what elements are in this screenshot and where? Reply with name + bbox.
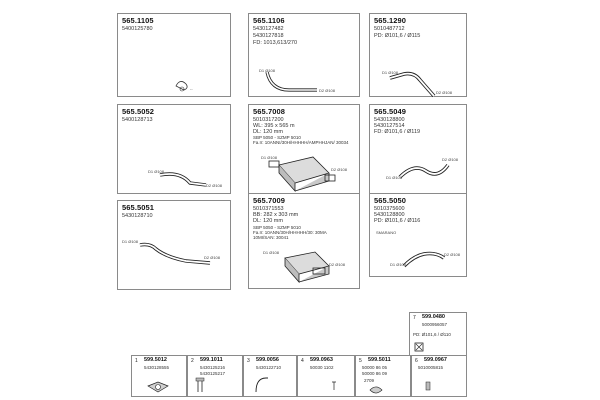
hanger-drawing — [244, 356, 298, 398]
part-label: D1 Ø108 — [148, 169, 165, 174]
part-spec: FD: Ø101,6 / Ø119 — [374, 129, 421, 135]
accessory-number: 599.0056 — [256, 357, 279, 363]
part-spec: BB: 282 x 303 mm — [253, 212, 299, 218]
part-number: 565.5052 — [122, 107, 155, 116]
pipe-drawing — [118, 201, 232, 291]
accessory-code: 5430122710 — [256, 365, 282, 370]
accessory-card-599-5012[interactable] — [131, 355, 187, 397]
accessory-code: 5010005815 — [418, 365, 444, 370]
part-number: 565.5050 — [374, 196, 407, 205]
muffler-drawing — [249, 105, 361, 195]
accessory-index: 6 — [415, 358, 418, 364]
bracket-drawing — [356, 356, 412, 398]
part-label: -- — [190, 86, 193, 91]
accessory-card-599-1011[interactable] — [187, 355, 243, 397]
accessory-spec: PD: Ø101,6 / Ø110 — [413, 332, 451, 337]
part-spec: Fa.Ir: 10ANNI/30H/HHHHH/AMPHHJAN/ 30034 — [253, 140, 349, 145]
accessory-card-599-5011[interactable] — [355, 355, 411, 397]
pipe-drawing — [370, 105, 468, 195]
accessory-number: 599.5011 — [368, 357, 391, 363]
part-number: 565.7008 — [253, 107, 286, 116]
part-label: D1 Ø108 — [386, 175, 403, 180]
part-card-565-1105[interactable] — [117, 13, 231, 97]
accessory-number: 599.1011 — [200, 357, 223, 363]
part-label: D2 Ø108 — [444, 252, 461, 257]
part-card-565-5050[interactable] — [369, 193, 467, 277]
accessory-code: 5430125217 — [200, 371, 226, 376]
accessory-code: 5430128555 — [144, 365, 170, 370]
pipe-drawing — [370, 194, 468, 278]
flange-drawing — [132, 356, 188, 398]
part-label: D1 Ø108 — [261, 155, 278, 160]
accessory-number: 599.0480 — [422, 314, 445, 320]
clip-drawing — [298, 356, 356, 398]
part-code: 5010375600 — [374, 206, 405, 212]
part-code: 5430128800 — [374, 212, 405, 218]
pipe-drawing — [370, 14, 468, 98]
accessory-card-599-0056[interactable] — [243, 355, 297, 397]
part-spec: Fa.Ir: 10ANN/30H/HHHHH/30: 30MA — [253, 230, 327, 235]
part-card-565-7008[interactable] — [248, 104, 360, 194]
part-number: 565.5051 — [122, 203, 155, 212]
part-label: D2 Ø108 — [331, 167, 348, 172]
part-label: D1 Ø108 — [263, 250, 280, 255]
part-card-565-7009[interactable] — [248, 193, 360, 289]
muffler-drawing — [249, 194, 361, 290]
part-code: 5430127514 — [374, 123, 405, 129]
part-spec: WL: 395 x 565 m — [253, 123, 295, 129]
bolt-drawing — [188, 356, 244, 398]
accessory-index: 5 — [359, 358, 362, 364]
fitting-drawing — [412, 356, 468, 398]
part-label: D2 Ø108 — [319, 88, 336, 93]
accessory-index: 1 — [135, 358, 138, 364]
part-code: 5430128710 — [122, 213, 153, 219]
accessory-index: 7 — [413, 315, 416, 321]
part-card-565-1290[interactable] — [369, 13, 467, 97]
part-code: 5400128713 — [122, 117, 153, 123]
part-code: 5010371553 — [253, 206, 284, 212]
part-label: D1 Ø108 — [390, 262, 407, 267]
part-number: 565.1106 — [253, 16, 285, 25]
part-spec: DL: 120 mm — [253, 129, 283, 135]
part-spec: 10MI/SAN: 30041 — [253, 235, 289, 240]
clamp-drawing — [118, 14, 232, 98]
part-label: D1 Ø108 — [382, 70, 399, 75]
accessory-code: 50000 86 05 — [362, 365, 388, 370]
accessory-number: 599.0963 — [310, 357, 333, 363]
part-card-565-5051[interactable] — [117, 200, 231, 290]
part-label: D2 Ø108 — [204, 255, 221, 260]
part-code: 5010487712 — [374, 26, 405, 32]
part-card-565-5049[interactable] — [369, 104, 467, 194]
pipe-drawing — [118, 105, 232, 195]
part-card-565-5052[interactable] — [117, 104, 231, 194]
part-label: D2 Ø108 — [329, 262, 346, 267]
part-number: 565.7009 — [253, 196, 286, 205]
part-spec: DL: 120 mm — [253, 218, 283, 224]
part-label: D1 Ø108 — [122, 239, 139, 244]
part-label: D1 Ø108 — [259, 68, 276, 73]
part-number: 565.5049 — [374, 107, 407, 116]
part-number: 565.1105 — [122, 16, 154, 25]
accessory-index: 3 — [247, 358, 250, 364]
accessory-card-599-0967[interactable] — [411, 355, 467, 397]
accessory-code: 50000 86 09 — [362, 371, 388, 376]
part-label: D2 Ø108 — [206, 183, 223, 188]
part-label: SMARANO — [376, 230, 397, 235]
part-spec: PD: Ø101,6 / Ø116 — [374, 218, 421, 224]
part-spec: FD: 1013,613/270 — [253, 40, 298, 46]
accessory-number: 599.0967 — [424, 357, 447, 363]
gasket-drawing — [410, 313, 468, 357]
accessory-card-599-0480[interactable] — [409, 312, 467, 356]
accessory-index: 4 — [301, 358, 304, 364]
part-code: 5400125780 — [122, 26, 153, 32]
part-number: 565.1290 — [374, 16, 407, 25]
part-spec: PD: Ø101,6 / Ø115 — [374, 33, 421, 39]
part-code: 5430127818 — [253, 33, 284, 39]
part-code: 5430128800 — [374, 117, 405, 123]
accessory-number: 599.5012 — [144, 357, 167, 363]
accessory-index: 2 — [191, 358, 194, 364]
part-code: 5010317200 — [253, 117, 284, 123]
accessory-card-599-0963[interactable] — [297, 355, 355, 397]
pipe-drawing — [249, 14, 361, 98]
part-code: 5430127482 — [253, 26, 284, 32]
part-spec: SBP 5050 - SZMP 5010 — [253, 225, 301, 230]
part-label: D2 Ø108 — [436, 90, 453, 95]
accessory-code: 5000956057 — [422, 322, 448, 327]
accessory-code: 5430125216 — [200, 365, 226, 370]
part-card-565-1106[interactable] — [248, 13, 360, 97]
accessory-code: 50030 1102 — [310, 365, 334, 370]
part-label: D2 Ø108 — [442, 157, 459, 162]
accessory-code: 2709 — [364, 378, 375, 383]
part-spec: SBP 5050 - SZMP 5010 — [253, 135, 301, 140]
